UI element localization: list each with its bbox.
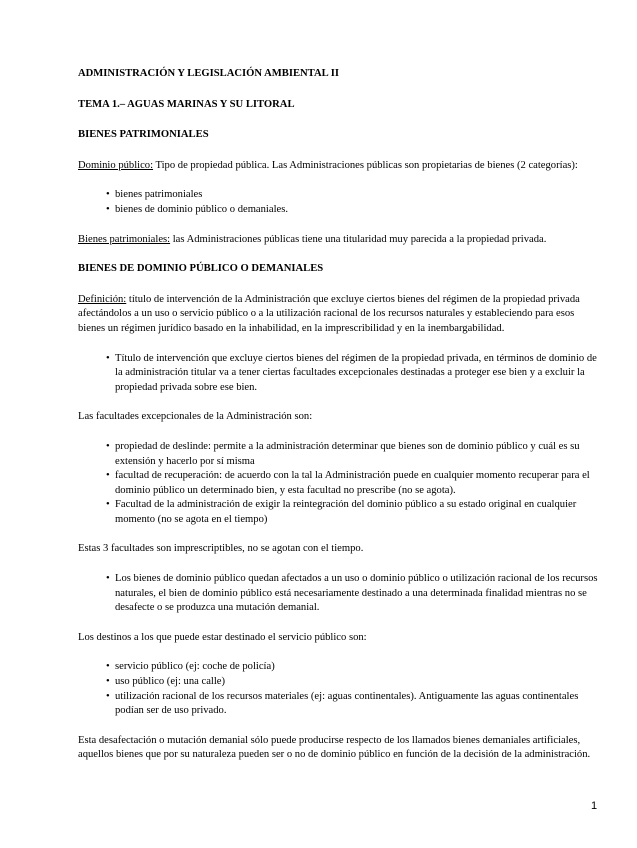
bullet-icon: • — [106, 189, 110, 201]
afectados-list — [78, 572, 600, 616]
list-item: • servicio público (ej: coche de policía) — [106, 660, 600, 675]
list-item: • bienes patrimoniales — [106, 188, 600, 203]
desafectacion-paragraph: Esta desafectación o mutación demanial sólo puede producirse respecto de los llamados bienes demaniales artificiales, aquellos bienes que por su naturaleza pueden ser o no de dominio público en función de la decisión de la administración. — [78, 734, 591, 761]
bullet-icon: • — [106, 203, 110, 215]
dominio-publico-term: Dominio público: — [78, 159, 154, 171]
course-title: ADMINISTRACIÓN Y LEGISLACIÓN AMBIENTAL II — [78, 68, 339, 79]
definicion-paragraph — [78, 293, 600, 337]
bienes-patrimoniales-text: las Administraciones públicas tiene una titularidad muy parecida a la propiedad privada. — [170, 233, 547, 245]
imprescriptibles-paragraph: Estas 3 facultades son imprescriptibles, no se agotan con el tiempo. — [78, 543, 364, 555]
facultades-intro: Las facultades excepcionales de la Administración son: — [78, 411, 313, 423]
list-item: • Facultad de la administración de exigir la reintegración del dominio público a su estado original en cualquier momento (no se agota en el tiempo) — [106, 499, 577, 525]
list-item: • Título de intervención que excluye ciertos bienes del régimen de la propiedad privada, en términos de dominio de la administración titular va a tener ciertas facultades excepcionales destinadas a proteger ese bien y a excluir la propiedad privada sobre ese bien. — [106, 352, 597, 393]
section-heading-patrimoniales: BIENES PATRIMONIALES — [78, 129, 209, 141]
bienes-patrimoniales-paragraph — [78, 233, 600, 248]
list-item: • bienes de dominio público o demaniales. — [106, 203, 600, 218]
facultades-list — [78, 440, 600, 528]
bienes-patrimoniales-term: Bienes patrimoniales: — [78, 233, 171, 245]
bullet-icon: • — [106, 573, 110, 585]
list-item: • utilización racional de los recursos materiales (ej: aguas continentales). Antiguamente las aguas continentales podían ser de uso privado. — [106, 690, 579, 717]
list-item: • propiedad de deslinde: permite a la administración determinar que bienes son de dominio público y cuál es su extensión y hacerlo por sí misma — [106, 440, 580, 467]
bullet-icon: • — [106, 352, 110, 364]
list-item: • Los bienes de dominio público quedan afectados a un uso o dominio público o utilización racional de los recursos naturales, el bien de dominio público está necesariamente destinado a una determinada finalidad mientras no se desafecte o se produzca una mutación demanial. — [106, 573, 598, 614]
list-item: • uso público (ej: una calle) — [106, 675, 600, 690]
bullet-icon: • — [106, 499, 110, 511]
bullet-icon: • — [106, 661, 110, 673]
tema-title: TEMA 1.– AGUAS MARINAS Y SU LITORAL — [78, 98, 295, 110]
bullet-icon: • — [106, 470, 110, 482]
bullet-icon: • — [106, 676, 110, 688]
bullet-icon: • — [106, 690, 110, 702]
destinos-intro: Los destinos a los que puede estar destinado el servicio público son: — [78, 631, 367, 643]
definicion-term: Definición: — [78, 293, 127, 305]
bullet-icon: • — [106, 440, 110, 452]
titulo-list — [78, 352, 600, 396]
destinos-list — [78, 660, 600, 718]
dominio-publico-text: Tipo de propiedad pública. Las Administraciones públicas son propietarias de bienes (2 categorías): — [153, 159, 578, 171]
document-body — [78, 67, 600, 778]
section-heading-demaniales: BIENES DE DOMINIO PÚBLICO O DEMANIALES — [78, 263, 324, 275]
page-number: 1 — [591, 800, 598, 812]
categorias-list — [78, 188, 600, 217]
dominio-publico-paragraph — [78, 159, 600, 174]
list-item: • facultad de recuperación: de acuerdo con la tal la Administración puede en cualquier momento recuperar para el dominio público un determinado bien, y esta facultad no prescribe (no se agota). — [106, 470, 590, 496]
definicion-text: título de intervención de la Administración que excluye ciertos bienes del régimen de la propiedad privada afectándolos a un uso o servicio público o a la utilización racional de los recursos naturales y estableciendo para esos bienes un régimen jurídico basado en la inhabilidad, en la imprescribilidad y en la inembargabilidad. — [78, 293, 580, 334]
